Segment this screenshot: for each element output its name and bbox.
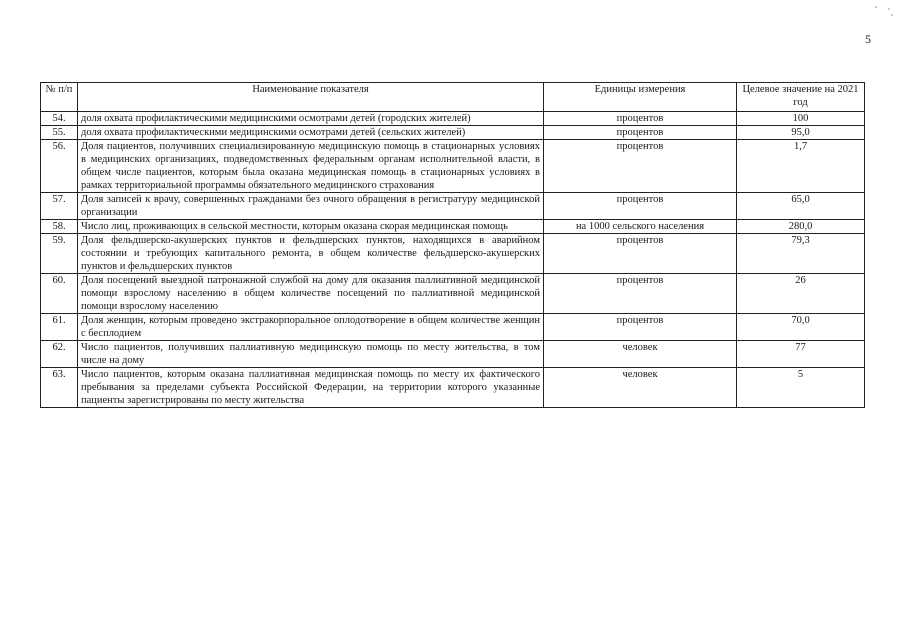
target-value: 100 bbox=[737, 112, 865, 126]
indicator-name: Доля пациентов, получивших специализированную медицинскую помощь в стационарных условиях в медицинских организациях, подведомственных федеральным органам исполнительной власти, в общем числе пациентов, которым была оказана медицинская помощь в стационарных условиях в рамках территориальной программы обязательного медицинского страхования bbox=[78, 140, 544, 193]
unit-of-measure: процентов bbox=[544, 112, 737, 126]
header-name: Наименование показателя bbox=[78, 83, 544, 112]
header-target: Целевое значение на 2021 год bbox=[737, 83, 865, 112]
header-unit: Единицы измерения bbox=[544, 83, 737, 112]
unit-of-measure: процентов bbox=[544, 314, 737, 341]
indicator-name: Доля фельдшерско-акушерских пунктов и фельдшерских пунктов, находящихся в аварийном состоянии и требующих капитального ремонта, в общем количестве фельдшерско-акушерских пунктов и фельдшерских пунктов bbox=[78, 234, 544, 274]
indicator-name: Доля записей к врачу, совершенных гражданами без очного обращения в регистратуру медицинской организации bbox=[78, 193, 544, 220]
row-number: 60. bbox=[41, 274, 78, 314]
indicators-table bbox=[40, 82, 865, 408]
table-row bbox=[41, 341, 865, 368]
table-row bbox=[41, 234, 865, 274]
unit-of-measure: человек bbox=[544, 368, 737, 408]
page-number: 5 bbox=[865, 32, 871, 46]
table-row bbox=[41, 126, 865, 140]
target-value: 65,0 bbox=[737, 193, 865, 220]
table-row bbox=[41, 112, 865, 126]
table-row bbox=[41, 274, 865, 314]
table-row bbox=[41, 368, 865, 408]
target-value: 95,0 bbox=[737, 126, 865, 140]
indicator-name: Доля посещений выездной патронажной службой на дому для оказания паллиативной медицинской помощи взрослому населению в общем количестве посещений по паллиативной медицинской помощи взрослому населению bbox=[78, 274, 544, 314]
unit-of-measure: человек bbox=[544, 341, 737, 368]
row-number: 59. bbox=[41, 234, 78, 274]
unit-of-measure: процентов bbox=[544, 140, 737, 193]
indicator-name: Число лиц, проживающих в сельской местности, которым оказана скорая медицинская помощь bbox=[78, 220, 544, 234]
unit-of-measure: процентов bbox=[544, 193, 737, 220]
unit-of-measure: процентов bbox=[544, 126, 737, 140]
target-value: 280,0 bbox=[737, 220, 865, 234]
row-number: 54. bbox=[41, 112, 78, 126]
target-value: 5 bbox=[737, 368, 865, 408]
target-value: 70,0 bbox=[737, 314, 865, 341]
target-value: 1,7 bbox=[737, 140, 865, 193]
header-num: № п/п bbox=[41, 83, 78, 112]
row-number: 62. bbox=[41, 341, 78, 368]
indicator-name: доля охвата профилактическими медицинскими осмотрами детей (сельских жителей) bbox=[78, 126, 544, 140]
table-row bbox=[41, 140, 865, 193]
target-value: 77 bbox=[737, 341, 865, 368]
unit-of-measure: процентов bbox=[544, 274, 737, 314]
indicator-name: Число пациентов, получивших паллиативную медицинскую помощь по месту жительства, в том числе на дому bbox=[78, 341, 544, 368]
indicator-name: Число пациентов, которым оказана паллиативная медицинская помощь по месту их фактического пребывания за пределами субъекта Российской Федерации, на территории которого указанные пациенты зарегистрированы по месту жительства bbox=[78, 368, 544, 408]
table-row bbox=[41, 220, 865, 234]
row-number: 55. bbox=[41, 126, 78, 140]
target-value: 79,3 bbox=[737, 234, 865, 274]
unit-of-measure: на 1000 сельского населения bbox=[544, 220, 737, 234]
indicator-name: доля охвата профилактическими медицинскими осмотрами детей (городских жителей) bbox=[78, 112, 544, 126]
row-number: 58. bbox=[41, 220, 78, 234]
target-value: 26 bbox=[737, 274, 865, 314]
indicator-name: Доля женщин, которым проведено экстракорпоральное оплодотворение в общем количестве женщин с бесплодием bbox=[78, 314, 544, 341]
scan-corner-marks bbox=[872, 4, 894, 18]
unit-of-measure: процентов bbox=[544, 234, 737, 274]
row-number: 57. bbox=[41, 193, 78, 220]
table-header-row bbox=[41, 83, 865, 112]
row-number: 61. bbox=[41, 314, 78, 341]
row-number: 63. bbox=[41, 368, 78, 408]
table-row bbox=[41, 193, 865, 220]
table-row bbox=[41, 314, 865, 341]
row-number: 56. bbox=[41, 140, 78, 193]
